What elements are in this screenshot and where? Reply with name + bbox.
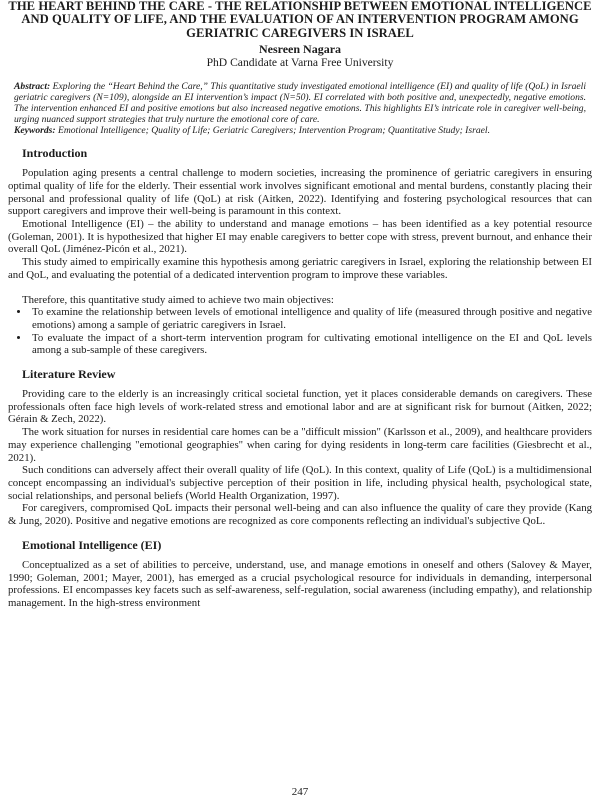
abstract-label: Abstract:	[14, 81, 51, 93]
author-name: Nesreen Nagara	[258, 42, 342, 57]
list-item: • To evaluate the impact of a short-term intervention program for cultivating emotional intelligence on the EI and QoL levels among a sub-sample of these caregivers.	[30, 332, 592, 357]
keywords	[14, 125, 586, 136]
paragraph-gap	[8, 282, 592, 294]
section-heading-emotional-intelligence: Emotional Intelligence (EI)	[22, 537, 162, 552]
paper-title: THE HEART BEHIND THE CARE - THE RELATIONSHIP BETWEEN EMOTIONAL INTELLIGENCE AND QUALITY OF LIFE, AND THE EVALUATION OF AN INTERVENTION PROGRAM AMONG GERIATRIC CAREGIVERS IN ISRAEL	[8, 0, 592, 40]
list-item: • To examine the relationship between levels of emotional intelligence and quality of life (measured through positive and negative emotions) among a sample of geriatric caregivers in Israel.	[30, 306, 592, 331]
section-heading-literature-review: Literature Review	[22, 367, 116, 382]
intro-paragraph-1: Population aging presents a central challenge to modern societies, increasing the prominence of geriatric caregivers in ensuring optimal quality of life for the elderly. Their essential work involves significant emotional and mental burdens, constantly placing their personal and professional quality of life (QoL) at risk (Aitken, 2022). Identifying and fostering psychological resources that can support caregivers and improve their well-being is paramount in this context.	[8, 167, 592, 218]
literature-paragraph-3: Such conditions can adversely affect their overall quality of life (QoL). In this context, quality of Life (QoL) is a multidimensional concept encompassing an individual's subjective perception of their position in life, including physical health, psychological state, social relationships, and personal beliefs (World Health Organization, 1997).	[8, 464, 592, 502]
intro-paragraph-4: Therefore, this quantitative study aimed to achieve two main objectives:	[22, 293, 334, 306]
page-number: 247	[291, 786, 309, 798]
intro-paragraph-3: This study aimed to empirically examine this hypothesis among geriatric caregivers in Israel, exploring the relationship between EI and QoL, and evaluating the potential of a dedicated intervention program to improve these variables.	[8, 256, 592, 281]
literature-paragraph-1: Providing care to the elderly is an increasingly critical societal function, yet it places considerable demands on caregivers. These professionals often face high levels of work-related stress and emotional labor and are at significant risk for burnout (Aitken, 2022; Gérain & Zech, 2022).	[8, 388, 592, 426]
section-heading-introduction: Introduction	[22, 146, 88, 161]
abstract-text: Exploring the “Heart Behind the Care,” This quantitative study investigated emotional intelligence (EI) and quality of life (QoL) in Israeli geriatric caregivers (N=109), alongside an EI intervention’s impact (N=50). EI correlated with both positive and, unexpectedly, negative emotions. The intervention enhanced EI and positive emotions but also increased negative emotions. This highlights EI’s intricate role in caregiver well-being, urging nuanced support strategies that truly nurture the emotional core of care.	[14, 81, 586, 126]
keywords-text: Emotional Intelligence; Quality of Life; Geriatric Caregivers; Intervention Program; Quantitative Study; Israel.	[55, 125, 490, 137]
abstract	[14, 81, 586, 125]
author-affiliation: PhD Candidate at Varna Free University	[206, 56, 394, 70]
literature-paragraph-4: For caregivers, compromised QoL impacts their personal well-being and can also influence the quality of care they provide (Kang & Jung, 2020). Positive and negative emotions are recognized as core components reflecting an individual's subjective QoL.	[8, 502, 592, 528]
objectives-list	[8, 306, 592, 357]
ei-paragraph-1: Conceptualized as a set of abilities to perceive, understand, use, and manage emotions in oneself and others (Salovey & Mayer, 1990; Goleman, 2001; Mayer, 2001), has emerged as a crucial psychological resource for individuals in demanding, interpersonal professions. EI encompasses key facets such as self-awareness, self-regulation, social awareness (including empathy), and relationship management. In the high-stress environment	[8, 558, 592, 609]
keywords-label: Keywords:	[14, 125, 56, 137]
literature-paragraph-2: The work situation for nurses in residential care homes can be a "difficult mission" (Karlsson et al., 2009), and healthcare providers may experience challenging "emotional geographies" when caring for dying residents in long-term care facilities (Giesbrecht et al., 2021).	[8, 426, 592, 464]
intro-paragraph-2: Emotional Intelligence (EI) – the ability to understand and manage emotions – has been identified as a key potential resource (Goleman, 2001). It is hypothesized that higher EI may enable caregivers to better cope with stress, prevent burnout, and enhance their overall QoL (Jiménez-Picón et al., 2021).	[8, 218, 592, 256]
